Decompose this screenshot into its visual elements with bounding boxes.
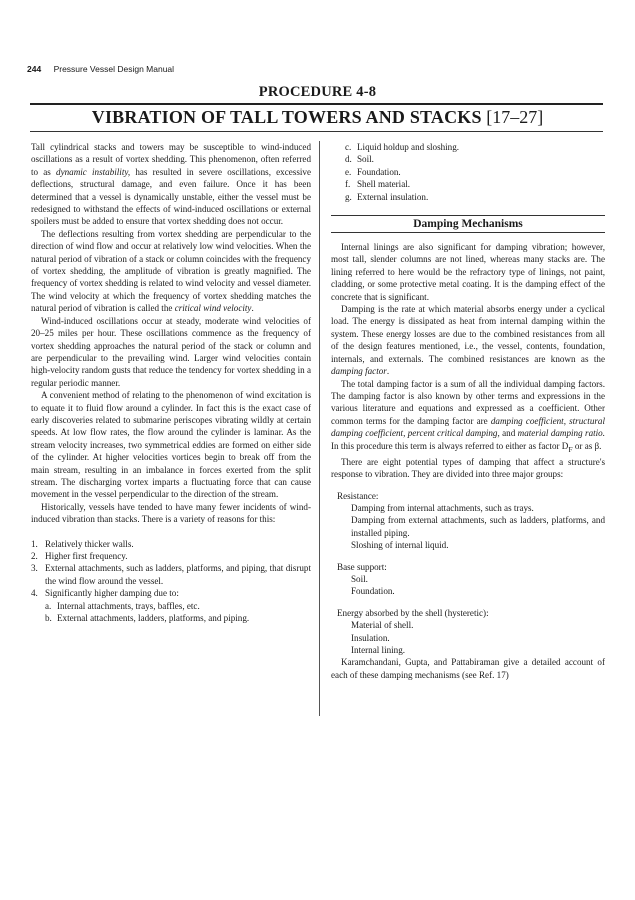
list-item: e. Foundation. xyxy=(345,166,401,177)
right-column xyxy=(331,141,605,681)
list-item: a. Internal attachments, trays, baffles, etc. xyxy=(45,600,200,611)
list-item: 4. Significantly higher damping due to: a. Internal attachments, trays, baffles, etc. b. External attachments, ladders, platforms, and piping. xyxy=(31,587,311,624)
list-item: b. External attachments, ladders, platforms, and piping. xyxy=(45,613,250,624)
reasons-list xyxy=(31,538,311,625)
damping-mechanisms-heading: Damping Mechanisms xyxy=(331,215,605,233)
group-title: Resistance: xyxy=(337,490,379,501)
section-title xyxy=(0,107,635,128)
paragraph: The deflections resulting from vortex shedding are perpendicular to the direction of wind flow and occur at relatively low wind velocities. When the natural period of vibration of a stack or column coincides with the frequency of vortex shedding, the amplitude of vibration is greatly magnified. The frequency of vortex shedding is related to wind velocity and vessel diameter. The wind velocity at which the frequency of vortex shedding matches the natural period of vibration is called the critical wind velocity. xyxy=(31,228,311,314)
list-item: d. Soil. xyxy=(345,154,374,165)
group-item: Soil. xyxy=(351,574,368,584)
column-divider xyxy=(319,141,320,716)
damping-group-hysteretic xyxy=(331,607,605,657)
list-item: 2. Higher first frequency. xyxy=(31,551,128,561)
procedure-label: PROCEDURE 4-8 xyxy=(258,84,377,100)
group-item: Sloshing of internal liquid. xyxy=(351,540,449,551)
list-item: c. Liquid holdup and sloshing. xyxy=(345,142,460,152)
book-title: Pressure Vessel Design Manual xyxy=(53,64,175,74)
damping-sublist xyxy=(45,600,311,625)
running-header xyxy=(27,64,174,74)
group-item: Damping from external attachments, such as ladders, platforms, and installed piping. xyxy=(351,515,605,538)
group-title: Base support: xyxy=(337,561,387,572)
paragraph: Internal linings are also significant for damping vibration; however, most tall, slender columns are not lined, whereas many stacks are. The lining referred to here would be the refractory type of linings, not paint, cladding, or some protective metal coating. It is the damping effect of the concrete that is significant. xyxy=(331,242,605,302)
group-item: Internal lining. xyxy=(351,645,406,656)
paragraph: Damping is the rate at which material absorbs energy under a cyclical load. The energy is dissipated as heat from internal damping within the system. These energy losses are due to the combined resistances from all of the design features mentioned, i.e., the vessel, contents, foundation, internals, and externals. The combined resistances are known as the damping factor. xyxy=(331,304,605,377)
group-item: Insulation. xyxy=(351,632,390,643)
title-main: VIBRATION OF TALL TOWERS AND STACKS xyxy=(91,107,482,127)
group-item: Material of shell. xyxy=(351,620,414,631)
paragraph: The total damping factor is a sum of all the individual damping factors. The damping factor is also known by other terms and expressions in the various literature and equations and expressed as a coefficient. Other common terms for the damping factor are damping coefficient, structural damping coefficient, percent critical damping, and material damping ratio. In this procedure this term is always referred to either as factor $D_F$ or as β. xyxy=(331,378,605,454)
page-number: 244 xyxy=(27,64,42,74)
damping-group-base-support xyxy=(331,561,605,598)
damping-sublist-continued xyxy=(345,141,605,203)
damping-group-resistance xyxy=(331,490,605,552)
list-item: f. Shell material. xyxy=(345,179,411,190)
left-column xyxy=(31,141,311,624)
group-title: Energy absorbed by the shell (hysteretic): xyxy=(337,607,489,618)
paragraph: There are eight potential types of damping that affect a structure's response to vibration. They are divided into three major groups: xyxy=(331,456,605,480)
list-item: 3. External attachments, such as ladders, platforms, and piping, that disrupt the wind flow around the vessel. xyxy=(31,563,311,586)
group-item: Damping from internal attachments, such as trays. xyxy=(351,502,534,513)
paragraph: Historically, vessels have tended to have many fewer incidents of wind-induced vibration than stacks. There is a variety of reasons for this: xyxy=(31,501,311,525)
title-refs: [17–27] xyxy=(486,107,544,127)
title-rule-top xyxy=(30,103,603,105)
paragraph: Wind-induced oscillations occur at steady, moderate wind velocities of 20–25 miles per hour. These oscillations commence as the frequency of vortex shedding approaches the natural period of the stack or column and are perpendicular to the prevailing wind. Larger wind velocities contain high-velocity random gusts that reduce the tendency for vortex shedding in a regular periodic manner. xyxy=(31,315,311,388)
list-item: 1. Relatively thicker walls. xyxy=(31,538,134,549)
list-item: g. External insulation. xyxy=(345,191,429,202)
group-item: Foundation. xyxy=(351,586,395,597)
paragraph: Karamchandani, Gupta, and Pattabiraman give a detailed account of each of these damping mechanisms (see Ref. 17) xyxy=(331,657,605,680)
paragraph: Tall cylindrical stacks and towers may be susceptible to wind-induced oscillations as a result of vortex shedding. This phenomenon, often referred to as dynamic instability, has resulted in severe oscillations, excessive deflections, structural damage, and even failure. Once it has been determined that a vessel is dynamically unstable, either the vessel must be redesigned to withstand the effects of wind-induced oscillations or external spoilers must be added to ensure that vortex shedding does not occur. xyxy=(31,142,311,227)
title-rule-bottom xyxy=(30,131,603,132)
paragraph: A convenient method of relating to the phenomenon of wind excitation is to equate it to fluid flow around a cylinder. In fact this is the exact case of early discoveries related to submarine periscopes vibrating wildly at certain speeds. At low flow rates, the flow around the cylinder is laminar. As the stream velocity increases, two symmetrical eddies are formed on either side of the cylinder. At higher velocities vortices begin to break off from the main stream, resulting in an imbalance in forces exerted from the split stream. The discharging vortex imparts a fluctuating force that can cause movement in the vessel perpendicular to the direction of the stream. xyxy=(31,390,311,500)
